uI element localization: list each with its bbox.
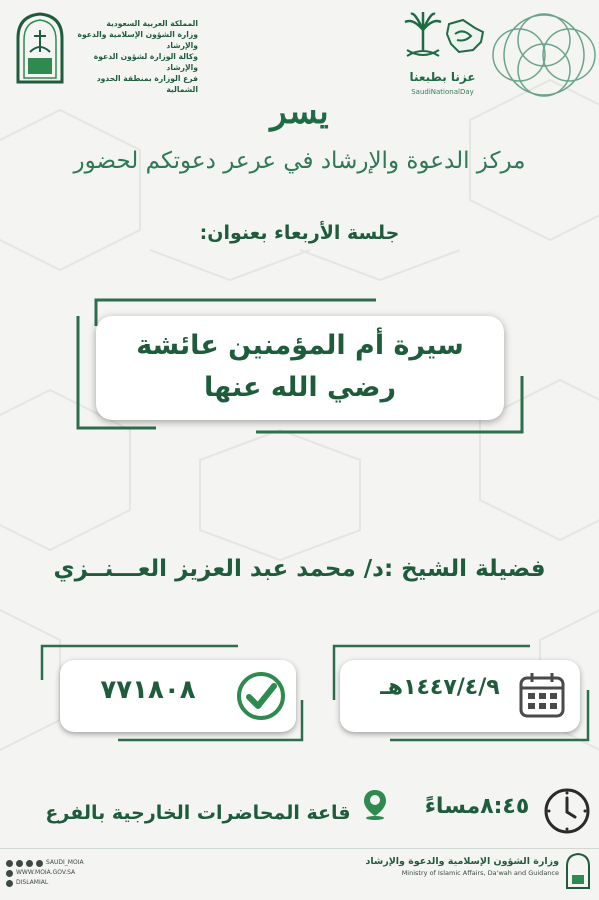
palm-swords-icon <box>403 10 443 60</box>
yasur-heading: يسر <box>270 92 329 132</box>
footer-ministry <box>339 856 559 877</box>
session-code: ٧٧١٨٠٨ <box>100 675 196 705</box>
ministry-header <box>8 12 198 94</box>
national-day-logo <box>395 8 490 98</box>
ministry-line-2: وزارة الشؤون الإسلامية والدعوة والإرشاد <box>77 30 198 50</box>
social-icon[interactable] <box>16 860 23 867</box>
national-day-label: SaudiNationalDay <box>411 88 474 96</box>
ministry-emblem-icon <box>14 12 66 84</box>
web-icon <box>6 870 13 877</box>
social-icon[interactable] <box>26 860 33 867</box>
session-location: قاعة المحاضرات الخارجية بالفرع <box>45 802 351 824</box>
topic-line-1: سيرة أم المؤمنين عائشة <box>136 330 464 361</box>
speaker-line: فضيلة الشيخ :د/ محمد عبد العزيز العـــنــزي <box>53 556 546 582</box>
footer-ministry-en: Ministry of Islamic Affairs, Da'wah and Guidance <box>401 869 559 877</box>
check-circle-icon <box>236 671 286 721</box>
invitation-text: مركز الدعوة والإرشاد في عرعر دعوتكم لحضور <box>73 148 526 174</box>
extra-handle[interactable]: DISLAMIAL <box>16 879 49 886</box>
social-icon[interactable] <box>36 860 43 867</box>
ministry-line-1: المملكة العربية السعودية <box>106 19 198 28</box>
ministry-line-3: وكالة الوزارة لشؤون الدعوة والإرشاد <box>93 52 198 72</box>
footer-divider <box>0 848 599 849</box>
calendar-icon <box>518 670 566 720</box>
ministry-line-4: فرع الوزارة بمنطقة الحدود الشمالية <box>96 74 198 94</box>
session-time: ٨:٤٥مساءً <box>424 794 530 819</box>
session-title: جلسة الأربعاء بعنوان: <box>199 222 400 244</box>
footer-social <box>6 858 126 888</box>
social-handle[interactable]: SAUDI_MOIA <box>46 859 84 866</box>
website-link[interactable]: WWW.MOIA.GOV.SA <box>16 869 76 876</box>
social-icon[interactable] <box>6 880 13 887</box>
session-date: ١٤٤٧/٤/٩هـ <box>380 675 500 700</box>
social-icon[interactable] <box>6 860 13 867</box>
footer-emblem-icon <box>565 853 591 889</box>
national-day-slogan: عزنا بطبعنا <box>409 70 476 84</box>
topic-line-2: رضي الله عنها <box>204 372 396 403</box>
footer-ministry-ar: وزارة الشؤون الإسلامية والدعوة والإرشاد <box>365 856 559 867</box>
location-pin-icon <box>362 788 388 820</box>
saudi-map-icon <box>443 16 487 56</box>
clock-icon <box>542 786 592 836</box>
